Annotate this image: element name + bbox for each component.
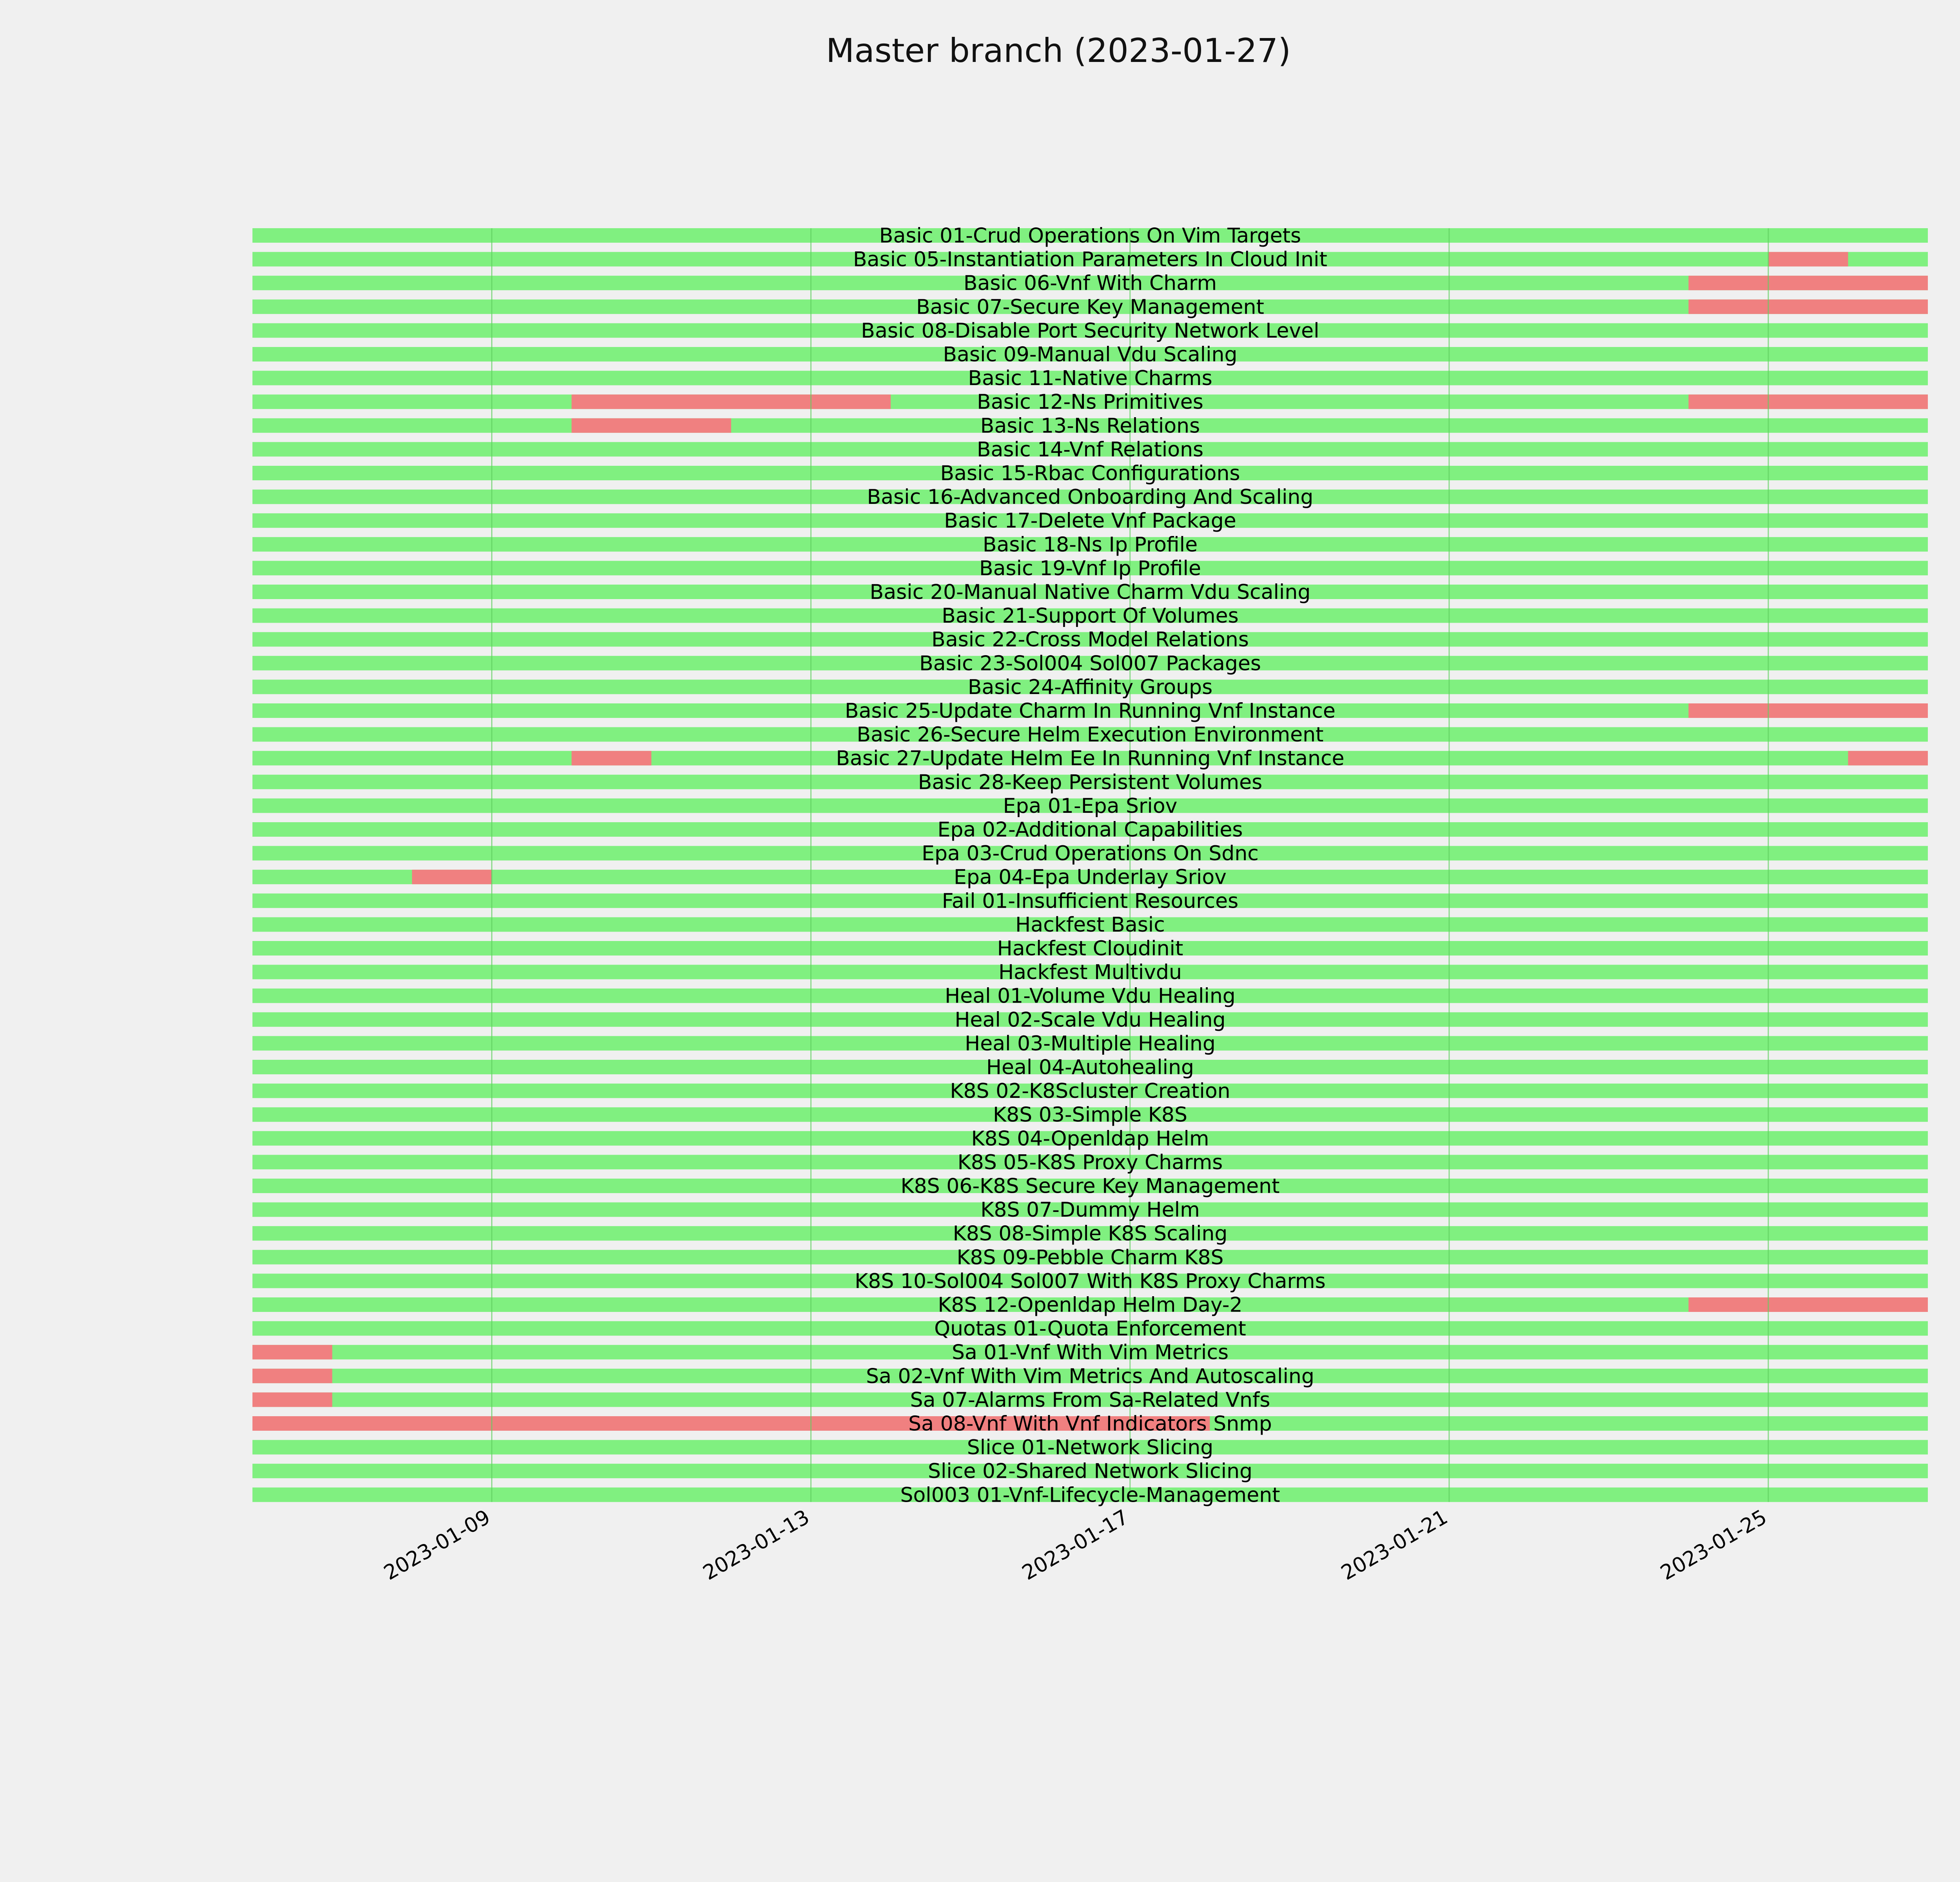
row-label: Basic 27-Update Helm Ee In Running Vnf Instance: [836, 747, 1345, 770]
row-label: Basic 09-Manual Vdu Scaling: [943, 343, 1238, 367]
row-label: Basic 21-Support Of Volumes: [942, 604, 1239, 628]
row-label: Sol003 01-Vnf-Lifecycle-Management: [900, 1483, 1280, 1507]
x-tick-label: 2023-01-25: [1656, 1505, 1771, 1585]
row-label: K8S 04-Openldap Helm: [971, 1127, 1209, 1151]
fail-bar: [572, 418, 731, 433]
row-label: Basic 26-Secure Helm Execution Environment: [857, 723, 1324, 747]
row-label: Basic 22-Cross Model Relations: [931, 628, 1249, 652]
fail-bar: [1688, 1297, 1928, 1312]
fail-bar: [1688, 703, 1928, 718]
fail-bar: [252, 1345, 332, 1359]
row-label: K8S 03-Simple K8S: [993, 1103, 1187, 1127]
row-label: Heal 04-Autohealing: [986, 1055, 1194, 1079]
row-label: K8S 07-Dummy Helm: [980, 1198, 1200, 1222]
row-label: Sa 08-Vnf With Vnf Indicators Snmp: [908, 1412, 1272, 1436]
row-label: Basic 16-Advanced Onboarding And Scaling: [867, 485, 1314, 509]
row-label: Basic 25-Update Charm In Running Vnf Instance: [845, 699, 1336, 723]
fail-bar: [1768, 252, 1848, 267]
row-label: Epa 04-Epa Underlay Sriov: [954, 865, 1227, 889]
row-label: Basic 07-Secure Key Management: [916, 295, 1264, 319]
fail-bar: [412, 870, 492, 884]
fail-bar: [572, 751, 652, 765]
x-tick-label: 2023-01-09: [380, 1505, 495, 1585]
row-label: Hackfest Cloudinit: [997, 937, 1183, 961]
row-label: Basic 13-Ns Relations: [980, 414, 1200, 438]
row-label: Basic 18-Ns Ip Profile: [982, 533, 1198, 557]
row-label: Slice 02-Shared Network Slicing: [927, 1459, 1253, 1483]
row-label: Basic 24-Affinity Groups: [967, 675, 1213, 699]
row-label: K8S 05-K8S Proxy Charms: [957, 1150, 1223, 1174]
x-tick-label: 2023-01-17: [1018, 1505, 1133, 1585]
row-label: Basic 23-Sol004 Sol007 Packages: [919, 652, 1261, 676]
x-tick-label: 2023-01-13: [699, 1505, 814, 1585]
row-label: Basic 11-Native Charms: [968, 367, 1212, 391]
row-label: Basic 08-Disable Port Security Network Level: [861, 319, 1319, 343]
row-label: Epa 01-Epa Sriov: [1003, 794, 1178, 818]
chart-title: Master branch (2023-01-27): [826, 31, 1291, 70]
row-label: Quotas 01-Quota Enforcement: [934, 1317, 1246, 1341]
x-tick-label: 2023-01-21: [1337, 1505, 1452, 1585]
row-label: Fail 01-Insufficient Resources: [942, 889, 1239, 913]
row-label: Sa 07-Alarms From Sa-Related Vnfs: [910, 1388, 1270, 1412]
row-label: Heal 03-Multiple Healing: [965, 1032, 1216, 1055]
row-label: Heal 02-Scale Vdu Healing: [955, 1008, 1226, 1032]
row-label: Basic 20-Manual Native Charm Vdu Scaling: [869, 580, 1311, 604]
row-label: Basic 28-Keep Persistent Volumes: [918, 770, 1263, 794]
fail-bar: [1688, 300, 1928, 314]
row-label: K8S 12-Openldap Helm Day-2: [938, 1293, 1243, 1317]
row-label: Basic 15-Rbac Configurations: [940, 461, 1240, 485]
row-label: Epa 02-Additional Capabilities: [937, 818, 1243, 842]
row-label: Basic 05-Instantiation Parameters In Cloud Init: [853, 248, 1327, 272]
fail-bar: [1848, 751, 1928, 765]
row-label: K8S 06-K8S Secure Key Management: [900, 1174, 1280, 1198]
row-label: K8S 08-Simple K8S Scaling: [953, 1222, 1228, 1246]
row-label: Basic 17-Delete Vnf Package: [944, 509, 1236, 533]
row-label: Epa 03-Crud Operations On Sdnc: [922, 842, 1259, 866]
row-label: Basic 19-Vnf Ip Profile: [979, 556, 1201, 580]
fail-bar: [252, 1392, 332, 1407]
row-label: Hackfest Basic: [1015, 913, 1165, 937]
fail-bar: [572, 394, 891, 409]
row-label: Heal 01-Volume Vdu Healing: [945, 984, 1236, 1008]
fail-bar: [252, 1369, 332, 1383]
row-label: Basic 14-Vnf Relations: [976, 438, 1204, 461]
row-label: Sa 01-Vnf With Vim Metrics: [951, 1341, 1229, 1364]
fail-bar: [1688, 394, 1928, 409]
row-label: Hackfest Multivdu: [998, 961, 1182, 985]
row-label: Basic 01-Crud Operations On Vim Targets: [879, 224, 1301, 248]
row-label: K8S 10-Sol004 Sol007 With K8S Proxy Charms: [855, 1269, 1326, 1293]
row-label: Sa 02-Vnf With Vim Metrics And Autoscaling: [866, 1364, 1314, 1388]
row-label: K8S 09-Pebble Charm K8S: [956, 1246, 1224, 1270]
row-label: Slice 01-Network Slicing: [967, 1436, 1214, 1460]
row-label: K8S 02-K8Scluster Creation: [950, 1079, 1230, 1103]
row-label: Basic 06-Vnf With Charm: [963, 271, 1217, 295]
fail-bar: [1688, 276, 1928, 290]
row-label: Basic 12-Ns Primitives: [977, 390, 1203, 414]
